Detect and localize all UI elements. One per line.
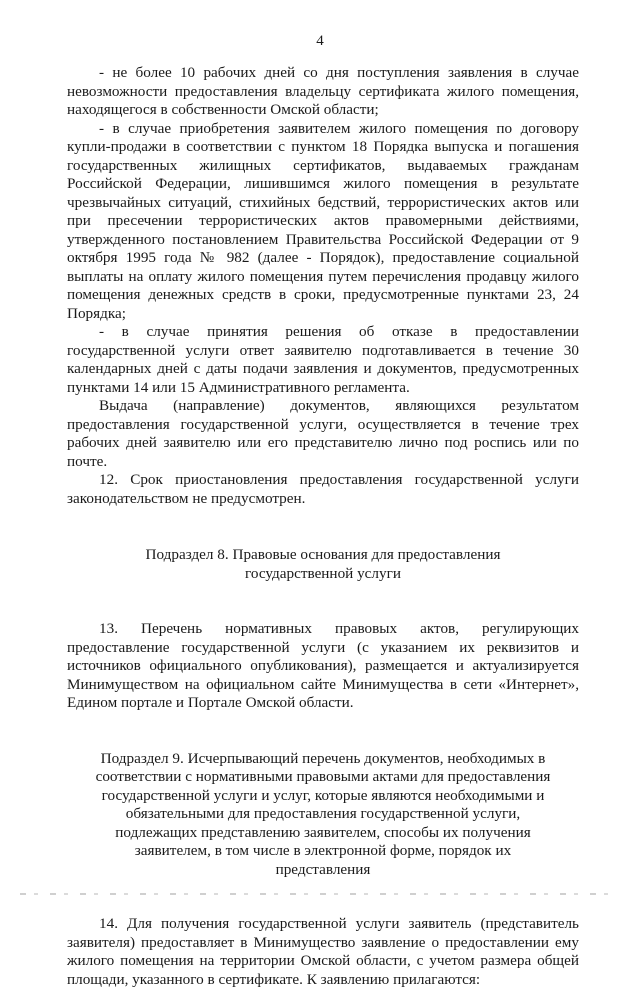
subsection-8-title: Подраздел 8. Правовые основания для предоставления государственной услуги (145, 546, 501, 582)
paragraph-12: 12. Срок приостановления предоставления государственной услуги законодательством не предусмотрен. (67, 471, 579, 507)
page-number: 4 (316, 33, 324, 49)
paragraph-13: 13. Перечень нормативных правовых актов, регулирующих предоставление государственной услуги (с указанием их реквизитов и источников официального опубликования), размещается и актуализируется Минимуществом на официальном сайте Минимущества в сети «Интернет», Едином портале и Портале Омской области. (67, 620, 579, 711)
paragraph-14: 14. Для получения государственной услуги заявитель (представитель заявителя) предоставляет в Минимущество заявление о предоставлении ему жилого помещения на территории Омской области, с учетом размера общей площади, указанного в сертификате. К заявлению прилагаются: (67, 915, 579, 988)
paragraph-purchase-contract: - в случае приобретения заявителем жилого помещения по договору купли-продажи в соответствии с пунктом 18 Порядка выпуска и погашения государственных жилищных сертификатов, выдаваемых гражданам Российской Федерации, лишившимся жилого помещения в результате чрезвычайных ситуаций, стихийных бедствий, террористических актов или при пресечении террористических актов правомерными действиями, утвержденного постановлением Правительства Российской Федерации от 9 октября 1995 года № 982 (далее - Порядок), предоставление социальной выплаты на оплату жилого помещения путем перечисления продавцу жилого помещения денежных средств в сроки, предусмотренные пунктами 23, 24 Порядка; (67, 119, 579, 322)
paragraph-refusal: - в случае принятия решения об отказе в предоставлении государственной услуги ответ заявителю подготавливается в течение 30 календарных дней с даты подачи заявления и документов, предусмотренных пунктами 14 или 15 Административного регламента. (67, 323, 579, 396)
document-body (67, 64, 579, 989)
subsection-9-title: Подраздел 9. Исчерпывающий перечень документов, необходимых в соответствии с нормативными правовыми актами для предоставления государственной услуги и услуг, которые являются необходимыми и обязательными для предоставления государственной услуги, подлежащих представлению заявителем, способы их получения заявителем, в том числе в электронной форме, порядок их представления (95, 749, 551, 878)
paragraph-deadline-10-days: - не более 10 рабочих дней со дня поступления заявления в случае невозможности предоставления владельцу сертификата жилого помещения, находящегося в собственности Омской области; (67, 64, 579, 118)
scan-noise-divider (20, 893, 620, 895)
paragraph-issuance: Выдача (направление) документов, являющихся результатом предоставления государственной услуги, осуществляется в течение трех рабочих дней заявителю или его представителю лично под роспись или по почте. (67, 397, 579, 470)
